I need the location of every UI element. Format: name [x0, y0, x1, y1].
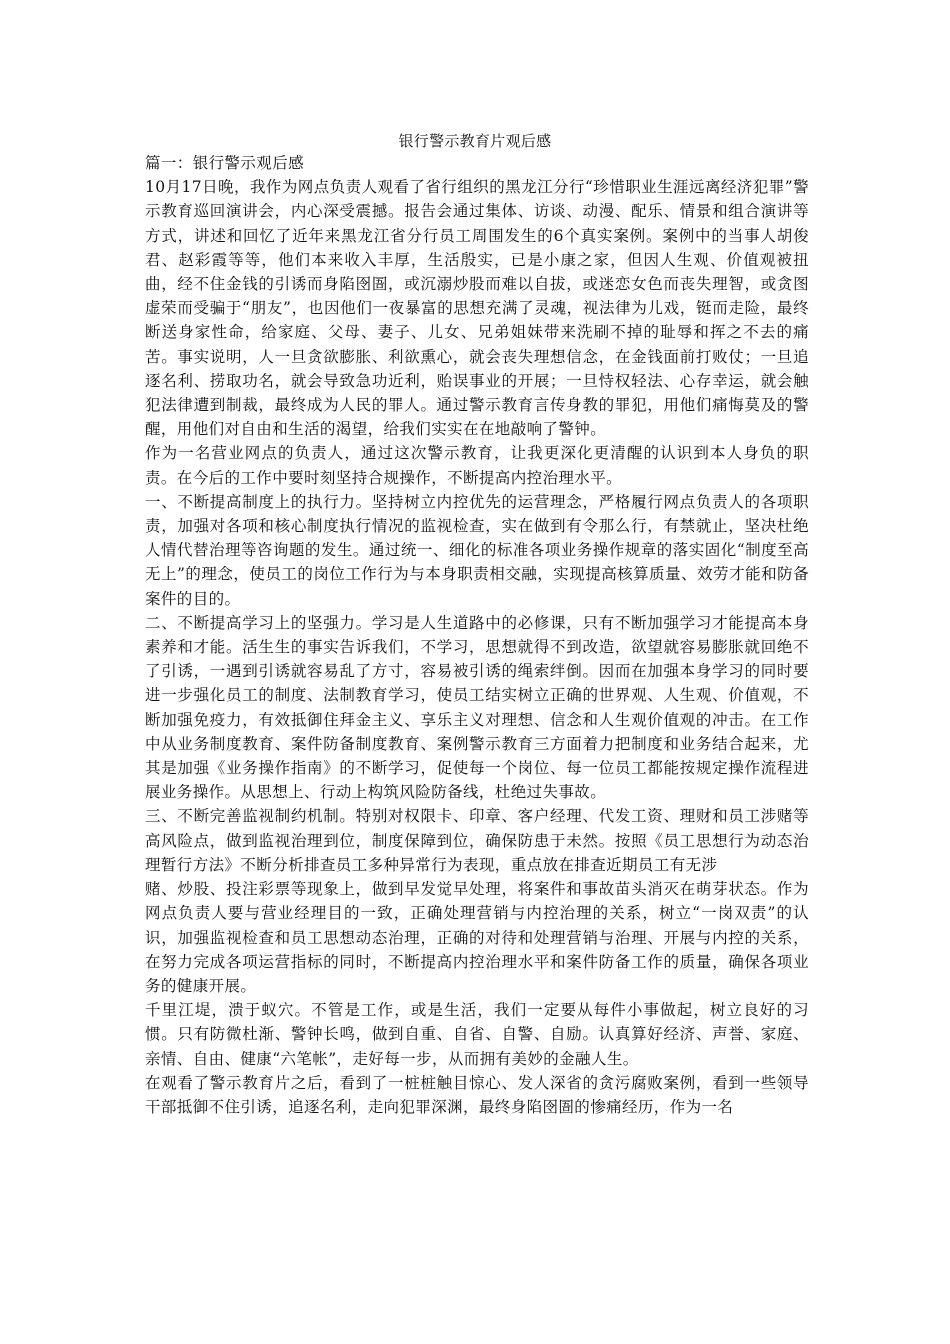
document-title: 银行警示教育片观后感 — [398, 132, 552, 150]
section-subtitle: 篇一：银行警示观后感 — [145, 154, 305, 172]
document-body — [145, 151, 809, 1119]
paragraph: 二、不断提高学习上的坚强力。学习是人生道路中的必修课，只有不断加强学习才能提高本身素养和才能。活生生的事实告诉我们，不学习，思想就得不到改造，欲望就容易膨胀就回绝不了引诱，一遇到引诱就容易乱了方寸，容易被引诱的绳索绊倒。因而在加强本身学习的同时要进一步强化员工的制度、法制教育学习，使员工结实树立正确的世界观、人生观、价值观，不断加强免疫力，有效抵御住拜金主义、享乐主义对理想、信念和人生观价值观的冲击。在工作中从业务制度教育、案件防备制度教育、案例警示教育三方面着力把制度和业务结合起来，尤其是加强《业务操作指南》的不断学习，促使每一个岗位、每一位员工都能按规定操作流程进展业务操作。从思想上、行动上构筑风险防备线，杜绝过失事故。 — [145, 613, 809, 802]
paragraph: 10月17日晚，我作为网点负责人观看了省行组织的黑龙江分行“珍惜职业生涯远离经济犯罪”警示教育巡回演讲会，内心深受震撼。报告会通过集体、访谈、动漫、配乐、情景和组合演讲等方式，讲述和回忆了近年来黑龙江省分行员工周围发生的6个真实案例。案例中的当事人胡俊君、赵彩霞等等，他们本来收入丰厚，生活殷实，已是小康之家，但因人生观、价值观被扭曲，经不住金钱的引诱而身陷囹圄，或沉溺炒股而难以自拔，或迷恋女色而丧失理智，或贪图虚荣而受骗于“朋友”，也因他们一夜暴富的思想充满了灵魂，视法律为儿戏，铤而走险，最终断送身家性命，给家庭、父母、妻子、儿女、兄弟姐妹带来洗刷不掉的耻辱和挥之不去的痛苦。事实说明，人一旦贪欲膨胀、利欲熏心，就会丧失理想信念，在金钱面前打败仗；一旦追逐名利、捞取功名，就会导致急功近利，贻误事业的开展；一旦恃权轻法、心存幸运，就会触犯法律遭到制裁，最终成为人民的罪人。通过警示教育言传身教的罪犯，用他们痛悔莫及的警醒，用他们对自由和生活的渴望，给我们实实在在地敲响了警钟。 — [145, 178, 809, 439]
paragraph: 赌、炒股、投注彩票等现象上，做到早发觉早处理，将案件和事故苗头消灭在萌芽状态。作为网点负责人要与营业经理目的一致，正确处理营销与内控治理的关系，树立“一岗双责”的认识，加强监视检查和员工思想动态治理，正确的对待和处理营销与治理、开展与内控的关系，在努力完成各项运营指标的同时，不断提高内控治理水平和案件防备工作的质量，确保各项业务的健康开展。 — [145, 880, 809, 995]
paragraph: 在观看了警示教育片之后，看到了一桩桩触目惊心、发人深省的贪污腐败案例，看到一些领导干部抵御不住引诱，追逐名利，走向犯罪深渊，最终身陷囹圄的惨痛经历，作为一名 — [145, 1073, 809, 1116]
paragraph: 千里江堤，溃于蚁穴。不管是工作，或是生活，我们一定要从每件小事做起，树立良好的习惯。只有防微杜渐、警钟长鸣，做到自重、自省、自警、自励。认真算好经济、声誉、家庭、亲情、自由、健康“六笔帐”，走好每一步，从而拥有美妙的金融人生。 — [145, 1001, 809, 1068]
paragraph: 作为一名营业网点的负责人，通过这次警示教育，让我更深化更清醒的认识到本人身负的职责。在今后的工作中要时刻坚持合规操作，不断提高内控治理水平。 — [145, 444, 809, 487]
paragraph: 三、不断完善监视制约机制。特别对权限卡、印章、客户经理、代发工资、理财和员工涉赌等高风险点，做到监视治理到位，制度保障到位，确保防患于未然。按照《员工思想行为动态治理暂行方法》不断分析排查员工多种异常行为表现，重点放在排查近期员工有无涉 — [145, 807, 809, 874]
paragraph: 一、不断提高制度上的执行力。坚持树立内控优先的运营理念，严格履行网点负责人的各项职责，加强对各项和核心制度执行情况的监视检查，实在做到有令那么行，有禁就止，坚决杜绝人情代替治理等咨询题的发生。通过统一、细化的标准各项业务操作规章的落实固化“制度至高无上”的理念，使员工的岗位工作行为与本身职责相交融，实现提高核算质量、效劳才能和防备案件的目的。 — [145, 492, 809, 608]
